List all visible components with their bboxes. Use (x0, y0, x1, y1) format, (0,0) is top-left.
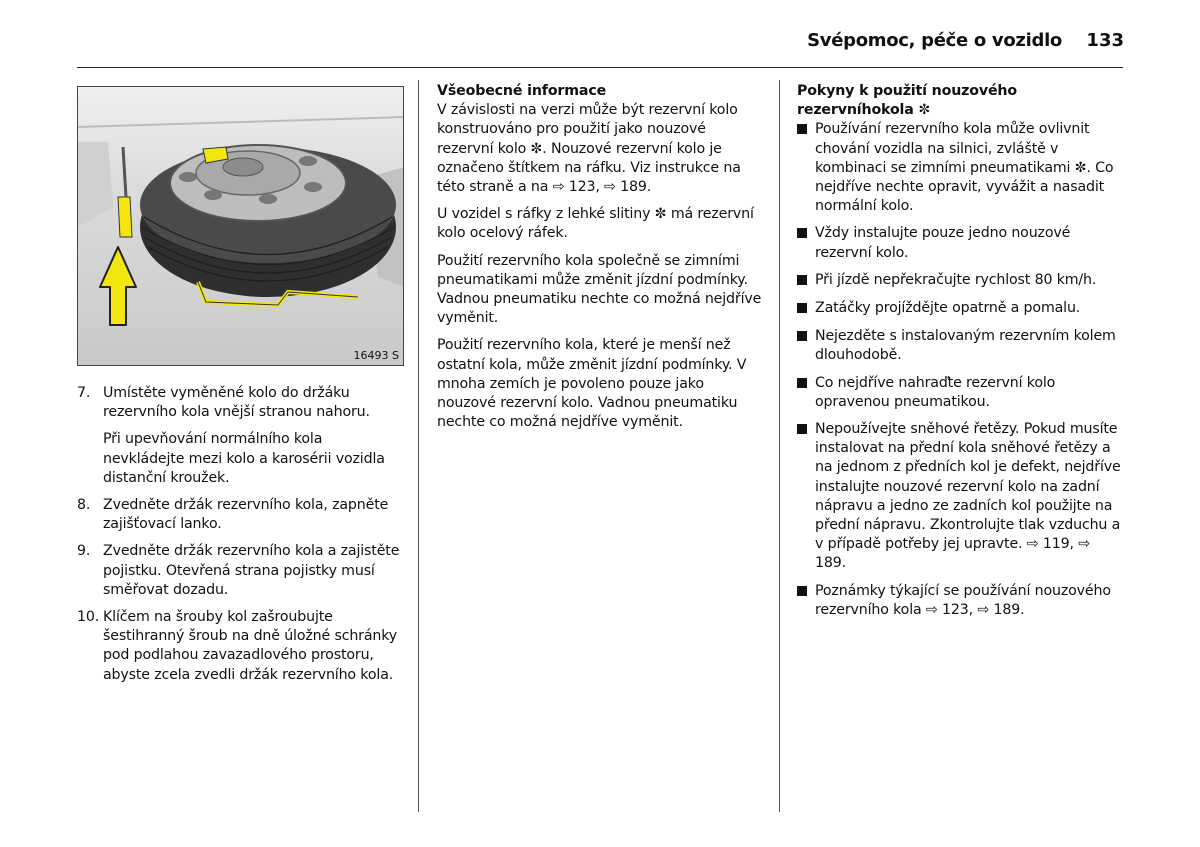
paragraph: Použití rezervního kola, které je menší než ostatní kola, může změnit jízdní podmínky. V mnoha zemích je povoleno pouze jako nouzové rezervní kolo. Vadnou pneumatiku nechte co možná nejdříve vyměnit. (437, 337, 747, 431)
bullet-item (797, 299, 1125, 319)
bullet-item (797, 224, 1125, 262)
bullet-text: Vždy instalujte pouze jedno nouzové rezervní kolo. (815, 225, 1071, 261)
page-section-title: Svépomoc, péče o vozidlo (807, 30, 1062, 51)
step-item (77, 384, 407, 422)
section-heading: Všeobecné informace (437, 83, 607, 99)
step-text: Klíčem na šrouby kol zašroubujte šestihranný šroub na dně úložné schránky pod podlahou zavazadlového prostoru, abyste zcela zvedli držák rezervního kola. (103, 609, 398, 683)
step-number: 10. (77, 609, 100, 626)
step-item (77, 542, 407, 600)
header-divider (77, 67, 1123, 68)
bullet-text: Co nejdříve nahraďte rezervní kolo opravenou pneumatikou. (815, 374, 1056, 410)
square-bullet-icon (797, 420, 815, 574)
bullet-item (797, 374, 1125, 412)
step-note: Při upevňování normálního kola nevkládejte mezi kolo a karosérii vozidla distanční kroužek. (103, 431, 385, 486)
step-text: Zvedněte držák rezervního kola a zajistěte pojistku. Otevřená strana pojistky musí směřovat dozadu. (103, 543, 400, 598)
square-bullet-icon (797, 374, 815, 412)
column-divider-left (418, 80, 419, 812)
section-heading: Pokyny k použití nouzového (797, 83, 1017, 99)
bullet-item (797, 120, 1125, 216)
square-bullet-icon (797, 327, 815, 365)
step-item (77, 496, 407, 534)
bullet-text: Poznámky týkající se používání nouzového rezervního kola ⇨ 123, ⇨ 189. (815, 582, 1111, 618)
emergency-wheel-column (797, 82, 1125, 628)
bullet-list (797, 120, 1125, 620)
paragraph: V závislosti na verzi může být rezervní kolo konstruováno pro použití jako nouzové rezervní kolo ✼. Nouzové rezervní kolo je označeno štítkem na ráfku. Viz instrukce na této straně a na ⇨ 123, ⇨ 189. (437, 102, 741, 196)
bullet-item (797, 271, 1125, 291)
square-bullet-icon (797, 120, 815, 216)
spare-wheel-figure (77, 86, 404, 366)
paragraph: U vozidel s ráfky z lehké slitiny ✼ má rezervní kolo ocelový ráfek. (437, 206, 754, 242)
bullet-item (797, 582, 1125, 620)
bullet-text: Nejezděte s instalovaným rezervním kolem dlouhodobě. (815, 328, 1116, 364)
bullet-item (797, 327, 1125, 365)
bullet-text: Zatáčky projíždějte opatrně a pomalu. (815, 300, 1081, 317)
bullet-text: Používání rezervního kola může ovlivnit chování vozidla na silnici, zvláště v kombinaci se zimními pneumatikami ✼. Co nejdříve nechte opravit, vyvážit a nasadit normální kolo. (815, 121, 1114, 215)
square-bullet-icon (797, 299, 815, 319)
bullet-text: Při jízdě nepřekračujte rychlost 80 km/h. (815, 271, 1097, 288)
general-info-column (437, 82, 765, 440)
section-heading-continued: rezervníhokola ✼ (797, 102, 931, 119)
square-bullet-icon (797, 582, 815, 620)
step-item (77, 608, 407, 685)
page-number: 133 (1086, 30, 1124, 51)
step-text: Zvedněte držák rezervního kola, zapněte zajišťovací lanko. (103, 497, 389, 533)
step-number: 7. (77, 385, 91, 401)
figure-code: 16493 S (353, 349, 399, 362)
spare-wheel-illustration-icon (78, 87, 404, 366)
instructions-column (77, 384, 407, 693)
paragraph: Použití rezervního kola společně se zimními pneumatikami může změnit jízdní podmínky. Vadnou pneumatiku nechte co možná nejdříve vyměnit. (437, 252, 762, 327)
square-bullet-icon (797, 224, 815, 262)
step-text: Umístěte vyměněné kolo do držáku rezervního kola vnější stranou nahoru. (103, 385, 370, 421)
bullet-item (797, 420, 1125, 574)
step-number: 8. (77, 497, 91, 514)
bullet-text: Nepoužívejte sněhové řetězy. Pokud musíte instalovat na přední kola sněhové řetězy a na jednom z předních kol je defekt, nejdříve instalujte nouzové rezervní kolo na zadní nápravu a jedno ze zadních kol použijte na přední nápravu. Zkontrolujte tlak vzduchu a v případě potřeby jej upravte. ⇨ 119, ⇨ 189. (815, 421, 1121, 572)
square-bullet-icon (797, 271, 815, 291)
column-divider-right (779, 80, 780, 812)
step-number: 9. (77, 543, 91, 560)
